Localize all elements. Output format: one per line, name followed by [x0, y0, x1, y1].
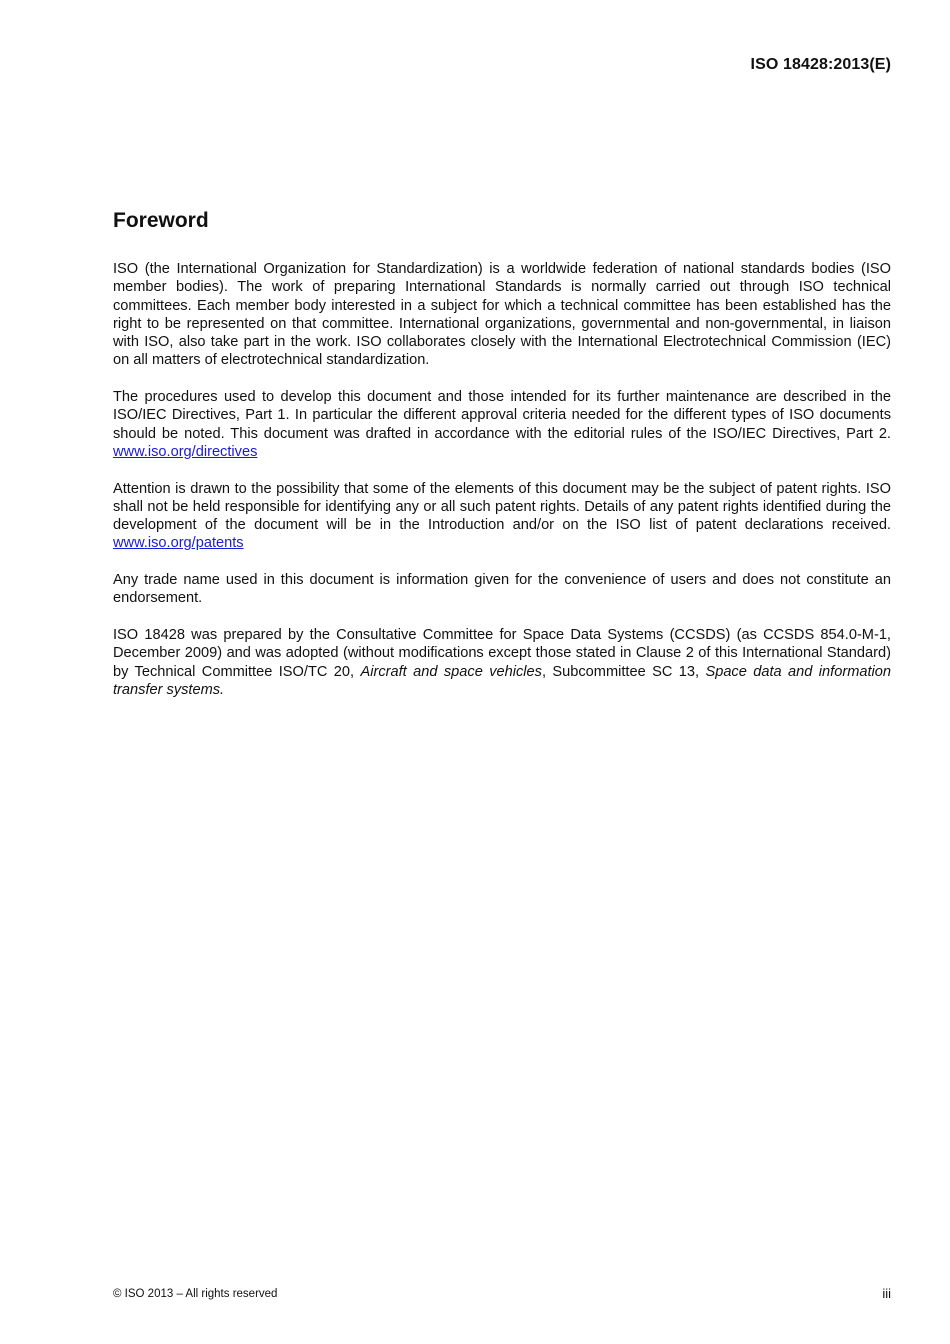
page-number: iii — [882, 1286, 891, 1301]
document-id-header: ISO 18428:2013(E) — [750, 56, 891, 73]
paragraph-preparation — [113, 626, 891, 699]
patents-link[interactable]: www.iso.org/patents — [113, 535, 244, 552]
paragraph-iso-intro: ISO (the International Organization for Standardization) is a worldwide federation of national standards bodies (ISO member bodies). The work of preparing International Standards is normally carried out through ISO technical committees. Each member body interested in a subject for which a technical committee has been established has the right to be represented on that committee. International organizations, governmental and non-governmental, in liaison with ISO, also take part in the work. ISO collaborates closely with the International Electrotechnical Commission (IEC) on all matters of electrotechnical standardization. — [113, 261, 891, 369]
preparation-text-a: ISO 18428 was prepared by the Consultative Committee for Space Data Systems (CCSDS) (as CCSDS 854.0-M-1, December 2009) and was adopted (without modifications except those stated in Clause 2 of this International Standard) by Technical Committee ISO/TC 20, — [113, 626, 891, 680]
paragraph-procedures-text: The procedures used to develop this document and those intended for its further maintenance are described in the ISO/IEC Directives, Part 1. In particular the different approval criteria needed for the different types of ISO documents should be noted. This document was drafted in accordance with the editorial rules of the ISO/IEC Directives, Part 2. — [113, 389, 891, 442]
directives-link[interactable]: www.iso.org/directives — [113, 443, 258, 460]
committee-name: Aircraft and space vehicles — [360, 663, 542, 680]
paragraph-procedures — [113, 388, 891, 461]
paragraph-patents — [113, 480, 891, 553]
foreword-body — [113, 260, 891, 717]
paragraph-patents-text: Attention is drawn to the possibility that some of the elements of this document may be the subject of patent rights. ISO shall not be held responsible for identifying any or all such patent rights. Details of any patent rights identified during the development of the document will be in the Introduction and/or on the ISO list of patent declarations received. — [113, 480, 891, 534]
subcommittee-name: Space data and information transfer systems. — [113, 663, 891, 698]
paragraph-trade-name: Any trade name used in this document is information given for the convenience of users and does not constitute an endorsement. — [113, 572, 891, 607]
preparation-text-b: , Subcommittee SC 13, — [541, 663, 700, 680]
copyright-footer: © ISO 2013 – All rights reserved — [113, 1288, 278, 1300]
page-title: Foreword — [113, 209, 209, 232]
